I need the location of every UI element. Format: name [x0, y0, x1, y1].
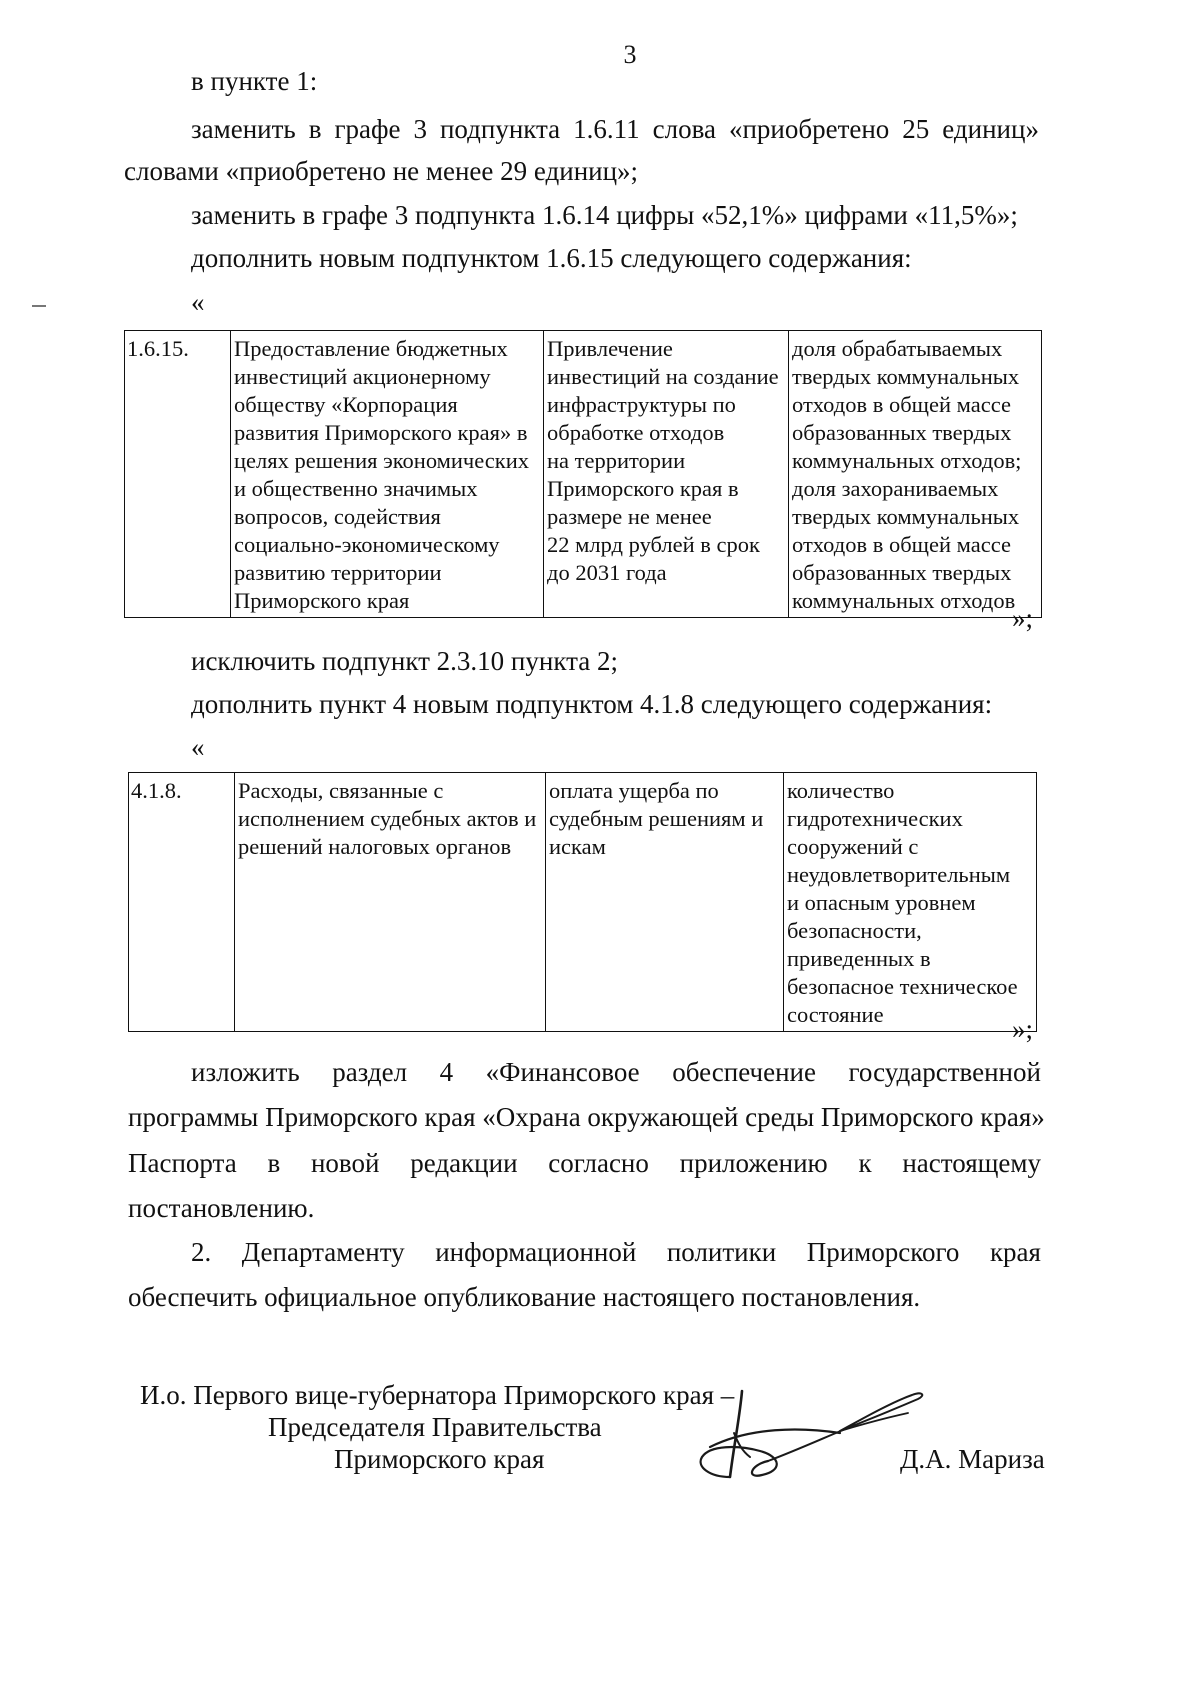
cell-text-line: безопасности, [787, 918, 922, 943]
word: единиц» [942, 114, 1039, 144]
cell-text-line: твердых коммунальных [792, 504, 1020, 529]
cell-text-line: обществу «Корпорация [234, 392, 458, 417]
cell-text-line: оплата ущерба по [549, 778, 719, 803]
table-row [125, 331, 1042, 618]
cell-text-line: размере не менее [547, 504, 712, 529]
word: «Финансовое [485, 1057, 640, 1087]
paragraph-6-line-1 [191, 1057, 1041, 1088]
cell-text-line: образованных твердых [792, 560, 1012, 585]
cell-text-line: количество [787, 778, 895, 803]
cell-text-line: судебным решениям и [549, 806, 764, 831]
cell-text-line: инвестиций акционерному [234, 364, 491, 389]
word: края [989, 1237, 1041, 1267]
word: к [858, 1148, 872, 1178]
cell-text-line: Приморского края в [547, 476, 739, 501]
cell-text-line: и общественно значимых [234, 476, 478, 501]
cell-text-line: коммунальных отходов; [792, 448, 1022, 473]
cell-text-line: коммунальных отходов [792, 588, 1016, 613]
cell-text-line: решений налоговых органов [238, 834, 512, 859]
word: слова [652, 114, 716, 144]
insert-table-418 [128, 772, 1037, 1032]
word: редакции [410, 1148, 518, 1178]
word: «приобретено [728, 114, 890, 144]
cell-text-line: доля обрабатываемых [792, 336, 1003, 361]
cell-text-line: инвестиций на создание [547, 364, 779, 389]
word: приложению [679, 1148, 828, 1178]
word: политики [666, 1237, 777, 1267]
cell-text-line: доля захораниваемых [792, 476, 999, 501]
table-cell-number [129, 773, 235, 1032]
word: Департаменту [241, 1237, 405, 1267]
word: 4 [439, 1057, 454, 1087]
cell-text-line: Расходы, связанные с [238, 778, 444, 803]
word: новой [310, 1148, 380, 1178]
cell-text-line: отходов в общей массе [792, 532, 1011, 557]
paragraph-6-line-2: программы Приморского края «Охрана окружающей среды Приморского края» [128, 1102, 1045, 1132]
cell-text-line: Привлечение [547, 336, 673, 361]
table-cell-number [125, 331, 231, 618]
cell-text-line: Приморского края [234, 588, 410, 613]
word: 1.6.11 [573, 114, 640, 144]
scan-margin-mark [32, 305, 46, 307]
table-cell-event [231, 331, 544, 618]
cell-text-line: 1.6.15. [127, 336, 189, 361]
paragraph-3: дополнить новым подпунктом 1.6.15 следующего содержания: [191, 243, 912, 273]
word: в [308, 114, 322, 144]
insert-table-1616 [124, 330, 1042, 618]
word: обеспечение [672, 1057, 816, 1087]
signature-title-line-3: Приморского края [334, 1444, 545, 1474]
cell-text-line: исполнением судебных актов и [238, 806, 537, 831]
word: информационной [435, 1237, 637, 1267]
cell-text-line: развития Приморского края» в [234, 420, 528, 445]
cell-text-line: неудовлетворительным [787, 862, 1011, 887]
cell-text-line: приведенных в [787, 946, 931, 971]
cell-text-line: на территории [547, 448, 686, 473]
paragraph-1-line-2: словами «приобретено не менее 29 единиц»; [124, 156, 639, 186]
intro-line: в пункте 1: [191, 66, 318, 96]
paragraph-6-line-3 [128, 1148, 1041, 1179]
word: раздел [332, 1057, 408, 1087]
word: подпункта [439, 114, 561, 144]
cell-text-line: гидротехнических [787, 806, 963, 831]
close-quote-2: »; [1012, 1014, 1034, 1044]
paragraph-4: исключить подпункт 2.3.10 пункта 2; [191, 646, 618, 676]
cell-text-line: безопасное техническое [787, 974, 1018, 999]
cell-text-line: 22 млрд рублей в срок [547, 532, 760, 557]
paragraph-6-line-4: постановлению. [128, 1193, 315, 1223]
cell-text-line: вопросов, содействия [234, 504, 441, 529]
cell-text-line: развитию территории [234, 560, 442, 585]
cell-text-line: инфраструктуры по [547, 392, 736, 417]
cell-text-line: 4.1.8. [131, 778, 182, 803]
word: 3 [413, 114, 427, 144]
cell-text-line: Предоставление бюджетных [234, 336, 508, 361]
word: Приморского [806, 1237, 960, 1267]
page-number: 3 [623, 40, 637, 69]
table-cell-result [544, 331, 789, 618]
table-cell-indicator [789, 331, 1042, 618]
cell-text-line: сооружений с [787, 834, 919, 859]
cell-text-line: искам [549, 834, 606, 859]
signature-title-line-1: И.о. Первого вице-губернатора Приморского края – [140, 1380, 735, 1410]
paragraph-7-line-1 [191, 1237, 1041, 1268]
cell-text-line: социально-экономическому [234, 532, 500, 557]
cell-text-line: твердых коммунальных [792, 364, 1020, 389]
word: заменить [191, 114, 296, 144]
cell-text-line: образованных твердых [792, 420, 1012, 445]
word: настоящему [902, 1148, 1041, 1178]
cell-text-line: до 2031 года [547, 560, 667, 585]
cell-text-line: и опасным уровнем [787, 890, 976, 915]
paragraph-7-line-2: обеспечить официальное опубликование настоящего постановления. [128, 1282, 921, 1312]
handwritten-signature [690, 1385, 940, 1495]
table-cell-event [235, 773, 546, 1032]
close-quote-1: »; [1012, 603, 1034, 633]
signatory-name: Д.А. Мариза [900, 1444, 1045, 1474]
cell-text-line: целях решения экономических [234, 448, 529, 473]
table-cell-result [546, 773, 784, 1032]
signature-title-line-2: Председателя Правительства [268, 1412, 602, 1442]
word: государственной [848, 1057, 1041, 1087]
paragraph-1-line-1 [191, 114, 1039, 145]
word: в [267, 1148, 281, 1178]
cell-text-line: отходов в общей массе [792, 392, 1011, 417]
open-quote-1: « [191, 287, 205, 317]
open-quote-2: « [191, 732, 205, 762]
cell-text-line: состояние [787, 1002, 884, 1027]
word: Паспорта [128, 1148, 237, 1178]
table-cell-indicator [784, 773, 1037, 1032]
word: 2. [191, 1237, 212, 1267]
word: графе [334, 114, 401, 144]
table-row [129, 773, 1037, 1032]
paragraph-5: дополнить пункт 4 новым подпунктом 4.1.8 следующего содержания: [191, 689, 993, 719]
word: 25 [902, 114, 930, 144]
word: согласно [548, 1148, 649, 1178]
cell-text-line: обработке отходов [547, 420, 725, 445]
paragraph-2: заменить в графе 3 подпункта 1.6.14 цифры «52,1%» цифрами «11,5%»; [191, 200, 1018, 230]
word: изложить [191, 1057, 300, 1087]
